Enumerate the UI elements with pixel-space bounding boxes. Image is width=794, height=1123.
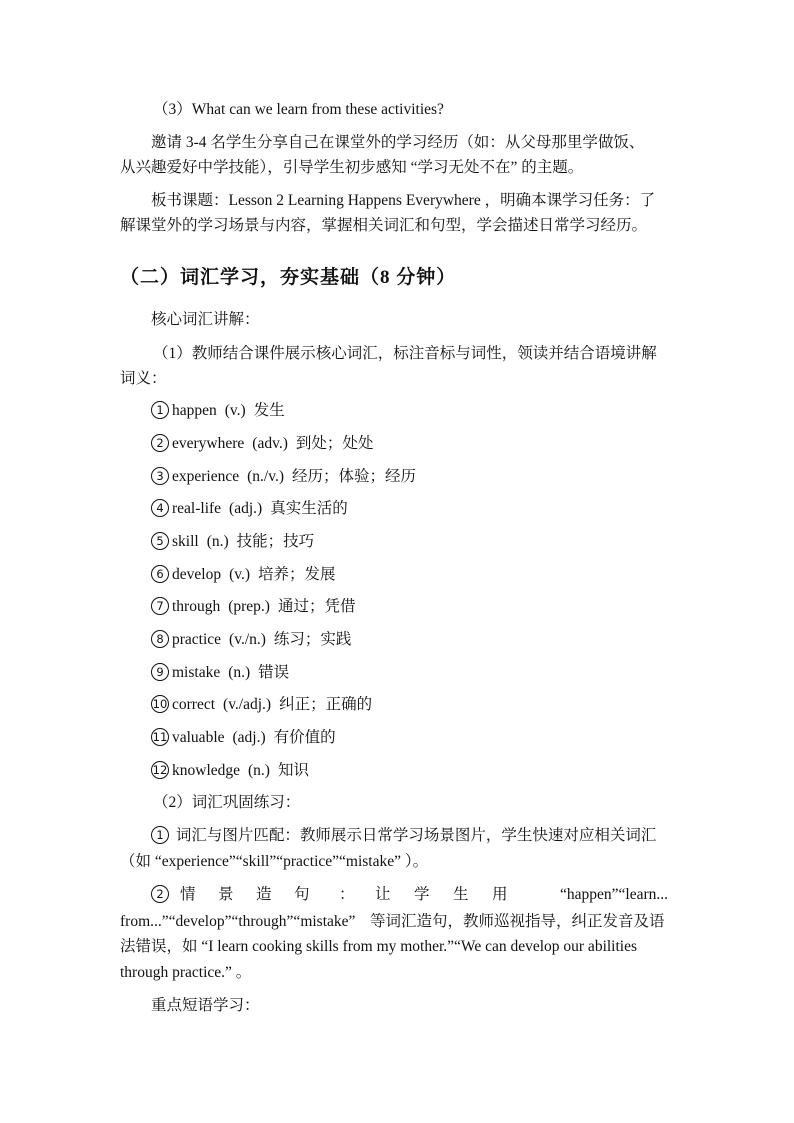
vocab-pos: (n.) xyxy=(248,762,270,779)
circled-number: 1 xyxy=(151,401,169,419)
vocab-pos: (adv.) xyxy=(252,435,288,452)
section-heading: （二）词汇学习，夯实基础（8 分钟） xyxy=(120,267,457,288)
exercise-2-number xyxy=(151,885,172,905)
step2-label: （2）词汇巩固练习： xyxy=(153,794,301,811)
vocab-meaning: 有价值的 xyxy=(273,729,336,746)
vocab-pos: (prep.) xyxy=(228,598,270,615)
vocab-pos: (adj.) xyxy=(229,500,263,517)
exercise-2-line-1-tail: “happen”“learn... xyxy=(560,886,669,903)
vocab-pos: (n.) xyxy=(228,664,251,681)
circled-number: 12 xyxy=(152,763,168,778)
core-vocab-label: 核心词汇讲解： xyxy=(151,311,260,328)
exercise-2-char: 景 xyxy=(218,886,234,903)
exercise-1-line-1 xyxy=(151,826,656,846)
circled-number: 8 xyxy=(151,630,169,648)
exercise-2-char: 用 xyxy=(492,886,508,903)
exercise-2-char: 学 xyxy=(414,886,430,903)
board-paragraph-line-1: 板书课题：Lesson 2 Learning Happens Everywhere ，明确本课学习任务：了 xyxy=(151,192,656,209)
vocab-word: experience xyxy=(172,468,240,485)
exercise-2-char: 生 xyxy=(453,886,469,903)
exercise-2-char: ： xyxy=(339,886,355,903)
vocab-meaning: 知识 xyxy=(277,762,309,779)
exercise-2-line-2a: from...”“develop”“through”“mistake” xyxy=(120,913,356,930)
key-phrases-label: 重点短语学习： xyxy=(151,997,260,1014)
vocab-item xyxy=(151,663,289,683)
circled-number: 2 xyxy=(151,434,169,452)
invite-paragraph-line-2: 从兴趣爱好中学技能），引导学生初步感知 “学习无处不在” 的主题。 xyxy=(120,159,584,176)
exercise-2-char: 让 xyxy=(375,886,391,903)
step1-line-2: 词义： xyxy=(120,370,167,387)
vocab-item xyxy=(151,467,416,487)
vocab-meaning: 到处；处处 xyxy=(295,435,374,452)
exercise-2-line-2b: 等词汇造句，教师巡视指导，纠正发音及语 xyxy=(370,913,665,930)
circled-number: 9 xyxy=(151,663,169,681)
vocab-item xyxy=(151,499,348,519)
exercise-2-char: 情 xyxy=(180,886,196,903)
vocab-pos: (v./n.) xyxy=(229,631,266,648)
vocab-word: knowledge xyxy=(172,762,241,779)
vocab-word: everywhere xyxy=(172,435,245,452)
vocab-word: through xyxy=(172,598,221,615)
vocab-word: correct xyxy=(172,696,216,713)
vocab-word: practice xyxy=(172,631,222,648)
board-paragraph-line-2: 解课堂外的学习场景与内容，掌握相关词汇和句型，学会描述日常学习经历。 xyxy=(120,217,648,234)
exercise-2-char: 句 xyxy=(294,886,310,903)
step1-line-1: （1）教师结合课件展示核心词汇，标注音标与词性，领读并结合语境讲解 xyxy=(153,345,657,362)
vocab-word: develop xyxy=(172,566,222,583)
vocab-item xyxy=(151,532,314,552)
vocab-item xyxy=(151,695,372,715)
vocab-word: real-life xyxy=(172,500,222,517)
vocab-pos: (v.) xyxy=(229,566,251,583)
vocab-item xyxy=(151,597,355,617)
vocab-pos: (v./adj.) xyxy=(223,696,272,713)
vocab-meaning: 纠正；正确的 xyxy=(279,696,373,713)
exercise-2-line-4: through practice.” 。 xyxy=(120,964,252,981)
vocab-meaning: 真实生活的 xyxy=(270,500,348,517)
vocab-word: happen xyxy=(172,402,217,419)
circled-number: 2 xyxy=(151,885,169,903)
vocab-meaning: 发生 xyxy=(253,402,285,419)
circled-number: 7 xyxy=(151,597,169,615)
vocab-meaning: 经历；体验；经历 xyxy=(292,468,417,485)
circled-number: 4 xyxy=(151,499,169,517)
circled-number: 10 xyxy=(152,697,168,712)
vocab-meaning: 培养；发展 xyxy=(258,566,336,583)
vocab-meaning: 技能；技巧 xyxy=(236,533,315,550)
invite-paragraph-line-1: 邀请 3-4 名学生分享自己在课堂外的学习经历（如：从父母那里学做饭、 xyxy=(151,134,645,151)
vocab-meaning: 练习；实践 xyxy=(273,631,352,648)
vocab-item xyxy=(151,630,351,650)
exercise-1-text: 词汇与图片匹配：教师展示日常学习场景图片，学生快速对应相关词汇 xyxy=(175,827,657,844)
vocab-word: mistake xyxy=(172,664,221,681)
vocab-item xyxy=(151,401,285,421)
vocab-item xyxy=(151,728,336,748)
vocab-pos: (n./v.) xyxy=(247,468,284,485)
exercise-2-char: 造 xyxy=(256,886,272,903)
vocab-item xyxy=(151,434,373,454)
vocab-word: valuable xyxy=(172,729,225,746)
vocab-meaning: 通过；凭借 xyxy=(277,598,356,615)
vocab-pos: (adj.) xyxy=(232,729,266,746)
exercise-2-line-3: 法错误，如 “I learn cooking skills from my mother.”“We can develop our abilities xyxy=(120,938,638,955)
vocab-item xyxy=(151,565,336,585)
vocab-pos: (n.) xyxy=(206,533,229,550)
circled-number: 5 xyxy=(151,532,169,550)
vocab-item xyxy=(151,761,309,781)
circled-number: 11 xyxy=(152,730,168,745)
vocab-word: skill xyxy=(172,533,199,550)
circled-number: 3 xyxy=(151,467,169,485)
vocab-meaning: 错误 xyxy=(258,664,290,681)
circled-number: 1 xyxy=(151,826,169,844)
circled-number: 6 xyxy=(151,565,169,583)
question-3: （3）What can we learn from these activities? xyxy=(153,101,444,118)
vocab-pos: (v.) xyxy=(224,402,246,419)
exercise-1-line-2: （如 “experience”“skill”“practice”“mistake” ）。 xyxy=(120,853,429,870)
